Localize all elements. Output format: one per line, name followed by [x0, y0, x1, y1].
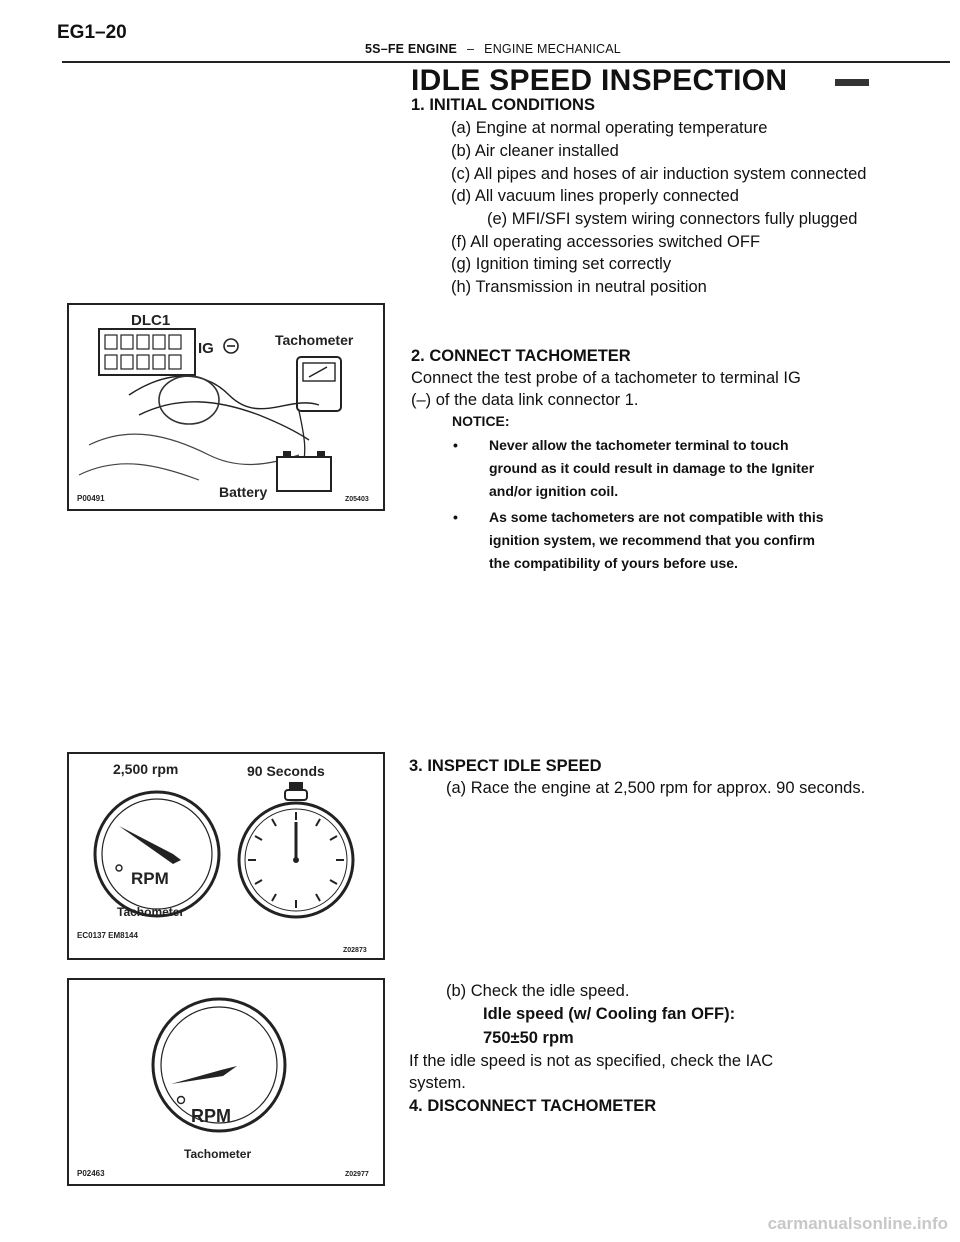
tachometer-connection-illustration	[69, 305, 383, 509]
page-title: IDLE SPEED INSPECTION	[411, 64, 788, 97]
bullet-1-line3: and/or ignition coil.	[489, 483, 619, 499]
tachometer-label: Tachometer	[275, 332, 354, 348]
figure1-code-right: Z05403	[345, 496, 369, 503]
seconds-90-label: 90 Seconds	[247, 763, 325, 779]
bullet-1-line2: ground as it could result in damage to the Igniter	[489, 460, 815, 476]
figure3-code-right: Z02977	[345, 1171, 369, 1178]
step1-item-d: (d) All vacuum lines properly connected	[451, 187, 739, 205]
bullet-2-marker: •	[453, 509, 458, 525]
step1-item-g: (g) Ignition timing set correctly	[451, 255, 672, 273]
header-section: ENGINE MECHANICAL	[484, 42, 621, 56]
figure3-code-left: P02463	[77, 1169, 105, 1178]
step3-item-a: (a) Race the engine at 2,500 rpm for approx. 90 seconds.	[446, 779, 866, 797]
step1-item-f: (f) All operating accessories switched OFF	[451, 233, 761, 251]
watermark: carmanualsonline.info	[767, 1214, 948, 1233]
section-code-mark	[835, 79, 869, 86]
header-engine: 5S–FE ENGINE	[365, 42, 458, 56]
step1-item-h: (h) Transmission in neutral position	[451, 278, 707, 296]
battery-illustration	[277, 457, 331, 491]
step2-heading: 2. CONNECT TACHOMETER	[411, 347, 631, 365]
running-header	[365, 42, 621, 56]
bullet-1-line1: Never allow the tachometer terminal to touch	[489, 437, 789, 453]
step3-text-line2: system.	[409, 1074, 466, 1092]
idle-dial-rpm-label: RPM	[191, 1106, 231, 1126]
tachometer-dial	[95, 792, 219, 916]
battery-label: Battery	[219, 484, 268, 500]
header-rule	[62, 61, 950, 63]
figure-tachometer-connection	[67, 303, 385, 511]
figure2-code-right: Z02873	[343, 947, 367, 954]
rpm-2500-label: 2,500 rpm	[113, 761, 179, 777]
step1-item-e: (e) MFI/SFI system wiring connectors fully plugged	[487, 210, 858, 228]
bullet-2-line3: the compatibility of yours before use.	[489, 555, 738, 571]
dlc1-label: DLC1	[131, 312, 171, 329]
step1-item-a: (a) Engine at normal operating temperature	[451, 119, 768, 137]
bullet-2-line1: As some tachometers are not compatible with this	[489, 509, 824, 525]
step1-item-c: (c) All pipes and hoses of air induction system connected	[451, 165, 867, 183]
dial-rpm-label: RPM	[131, 869, 169, 888]
figure-idle-rpm	[67, 978, 385, 1186]
ig-label: IG	[198, 340, 214, 357]
step3-text-line1: If the idle speed is not as specified, check the IAC	[409, 1052, 774, 1070]
step3-heading: 3. INSPECT IDLE SPEED	[409, 757, 602, 775]
idle-spec-value: 750±50 rpm	[483, 1029, 574, 1047]
step3-item-b: (b) Check the idle speed.	[446, 982, 630, 1000]
header-dash: –	[467, 42, 475, 56]
figure-rpm-and-stopwatch	[67, 752, 385, 960]
figure2-code-left: EC0137 EM8144	[77, 931, 138, 940]
step1-item-b: (b) Air cleaner installed	[451, 142, 619, 160]
idle-spec-label: Idle speed (w/ Cooling fan OFF):	[483, 1005, 736, 1023]
bullet-2-line2: ignition system, we recommend that you confirm	[489, 532, 815, 548]
tachometer-caption: Tachometer	[117, 905, 185, 919]
idle-rpm-illustration	[69, 980, 383, 1184]
bullet-1-marker: •	[453, 437, 458, 453]
notice-label: NOTICE:	[452, 413, 510, 429]
rpm-stopwatch-illustration	[69, 754, 383, 958]
step2-text-line1: Connect the test probe of a tachometer to terminal IG	[411, 369, 801, 387]
step4-heading: 4. DISCONNECT TACHOMETER	[409, 1097, 657, 1115]
figure1-code-left: P00491	[77, 494, 105, 503]
idle-tachometer-caption: Tachometer	[184, 1147, 252, 1161]
step1-heading: 1. INITIAL CONDITIONS	[411, 96, 595, 114]
page-number: EG1–20	[57, 22, 127, 43]
step2-text-line2: (–) of the data link connector 1.	[411, 391, 639, 409]
